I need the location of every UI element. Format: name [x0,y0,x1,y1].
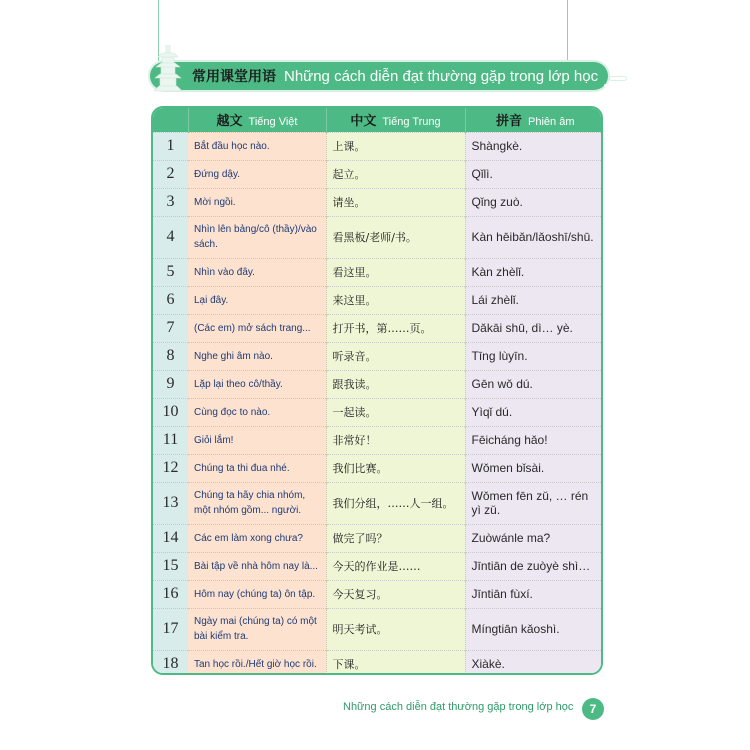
pinyin-phrase: Lái zhèlǐ. [465,286,603,314]
table-row [153,608,603,650]
table-row [153,132,603,160]
chinese-phrase: 今天复习。 [326,580,465,608]
row-number: 3 [153,188,188,216]
chinese-phrase: 上课。 [326,132,465,160]
chinese-phrase: 下课。 [326,650,465,675]
table-row [153,454,603,482]
chinese-phrase: 请坐。 [326,188,465,216]
pinyin-phrase: Gēn wǒ dú. [465,370,603,398]
table-row [153,314,603,342]
header-vietnamese: 越文 Tiếng Việt [188,108,326,132]
header-num [153,108,188,132]
row-number: 16 [153,580,188,608]
table-row [153,552,603,580]
footer-running-title: Những cách diễn đạt thường gặp trong lớp học [343,701,574,713]
table-row [153,216,603,258]
chinese-phrase: 今天的作业是…… [326,552,465,580]
vietnamese-phrase: Lặp lại theo cô/thầy. [188,370,326,398]
chinese-phrase: 我们比赛。 [326,454,465,482]
vietnamese-phrase: Nghe ghi âm nào. [188,342,326,370]
table-row [153,426,603,454]
table-row [153,398,603,426]
row-number: 18 [153,650,188,675]
banner-ribbon-tail [604,84,618,87]
row-number: 13 [153,482,188,524]
chinese-phrase: 看黑板/老师/书。 [326,216,465,258]
pinyin-phrase: Tīng lùyīn. [465,342,603,370]
vietnamese-phrase: Bắt đầu học nào. [188,132,326,160]
pinyin-phrase: Zuòwánle ma? [465,524,603,552]
table-row [153,188,603,216]
vietnamese-phrase: Lại đây. [188,286,326,314]
chinese-phrase: 打开书，第……页。 [326,314,465,342]
pinyin-phrase: Wǒmen bǐsài. [465,454,603,482]
vietnamese-phrase: Ngày mai (chúng ta) có một bài kiểm tra. [188,608,326,650]
table-row [153,524,603,552]
table-row [153,286,603,314]
vietnamese-phrase: Giỏi lắm! [188,426,326,454]
chinese-phrase: 跟我读。 [326,370,465,398]
pinyin-phrase: Xiàkè. [465,650,603,675]
row-number: 14 [153,524,188,552]
table-row [153,342,603,370]
row-number: 15 [153,552,188,580]
vietnamese-phrase: (Các em) mở sách trang... [188,314,326,342]
pinyin-phrase: Wǒmen fēn zǔ, … rén yì zǔ. [465,482,603,524]
section-title-vi: Những cách diễn đạt thường gặp trong lớp học [284,67,599,85]
row-number: 4 [153,216,188,258]
chinese-phrase: 看这里。 [326,258,465,286]
chinese-phrase: 听录音。 [326,342,465,370]
row-number: 17 [153,608,188,650]
header-pinyin: 拼音 Phiên âm [496,114,575,130]
pinyin-phrase: Qǐlì. [465,160,603,188]
vietnamese-phrase: Mời ngồi. [188,188,326,216]
page-number-badge: 7 [582,698,604,720]
pinyin-phrase: Míngtiān kǎoshì. [465,608,603,650]
vietnamese-phrase: Đứng dậy. [188,160,326,188]
table-row [153,258,603,286]
pinyin-phrase: Fēicháng hǎo! [465,426,603,454]
pinyin-phrase: Shàngkè. [465,132,603,160]
row-number: 2 [153,160,188,188]
table-row [153,482,603,524]
table-row [153,650,603,675]
header-chinese: 中文 Tiếng Trung [326,108,465,132]
pinyin-phrase: Dǎkāi shū, dì… yè. [465,314,603,342]
hanging-line-right [567,0,568,66]
vietnamese-phrase: Nhìn vào đây. [188,258,326,286]
chinese-phrase: 我们分组，……人一组。 [326,482,465,524]
row-number: 1 [153,132,188,160]
phrases-table [151,106,603,675]
vietnamese-phrase: Bài tập về nhà hôm nay là... [188,552,326,580]
pinyin-phrase: Qǐng zuò. [465,188,603,216]
vietnamese-phrase: Nhìn lên bảng/cô (thầy)/vào sách. [188,216,326,258]
chinese-phrase: 做完了吗？ [326,524,465,552]
pinyin-phrase: Yìqǐ dú. [465,398,603,426]
section-title-zh: 常用课堂用语 [192,69,276,85]
pagoda-icon [152,45,184,93]
pinyin-phrase: Jīntiān fùxí. [465,580,603,608]
row-number: 9 [153,370,188,398]
section-title-banner [150,62,608,90]
table-header-row [153,108,603,132]
pinyin-phrase: Kàn zhèlǐ. [465,258,603,286]
vietnamese-phrase: Tan học rồi./Hết giờ học rồi. [188,650,326,675]
row-number: 12 [153,454,188,482]
chinese-phrase: 非常好！ [326,426,465,454]
pinyin-phrase: Jīntiān de zuòyè shì… [465,552,603,580]
table-row [153,370,603,398]
chinese-phrase: 一起读。 [326,398,465,426]
table-row [153,160,603,188]
row-number: 8 [153,342,188,370]
chinese-phrase: 来这里。 [326,286,465,314]
vietnamese-phrase: Cùng đọc to nào. [188,398,326,426]
vietnamese-phrase: Chúng ta thi đua nhé. [188,454,326,482]
banner-ribbon-tail [610,77,626,80]
vietnamese-phrase: Các em làm xong chưa? [188,524,326,552]
chinese-phrase: 起立。 [326,160,465,188]
row-number: 11 [153,426,188,454]
row-number: 5 [153,258,188,286]
pinyin-phrase: Kàn hēibǎn/lǎoshī/shū. [465,216,603,258]
vietnamese-phrase: Chúng ta hãy chia nhóm, một nhóm gồm... người. [188,482,326,524]
row-number: 7 [153,314,188,342]
vietnamese-phrase: Hôm nay (chúng ta) ôn tập. [188,580,326,608]
row-number: 6 [153,286,188,314]
table-row [153,580,603,608]
row-number: 10 [153,398,188,426]
chinese-phrase: 明天考试。 [326,608,465,650]
